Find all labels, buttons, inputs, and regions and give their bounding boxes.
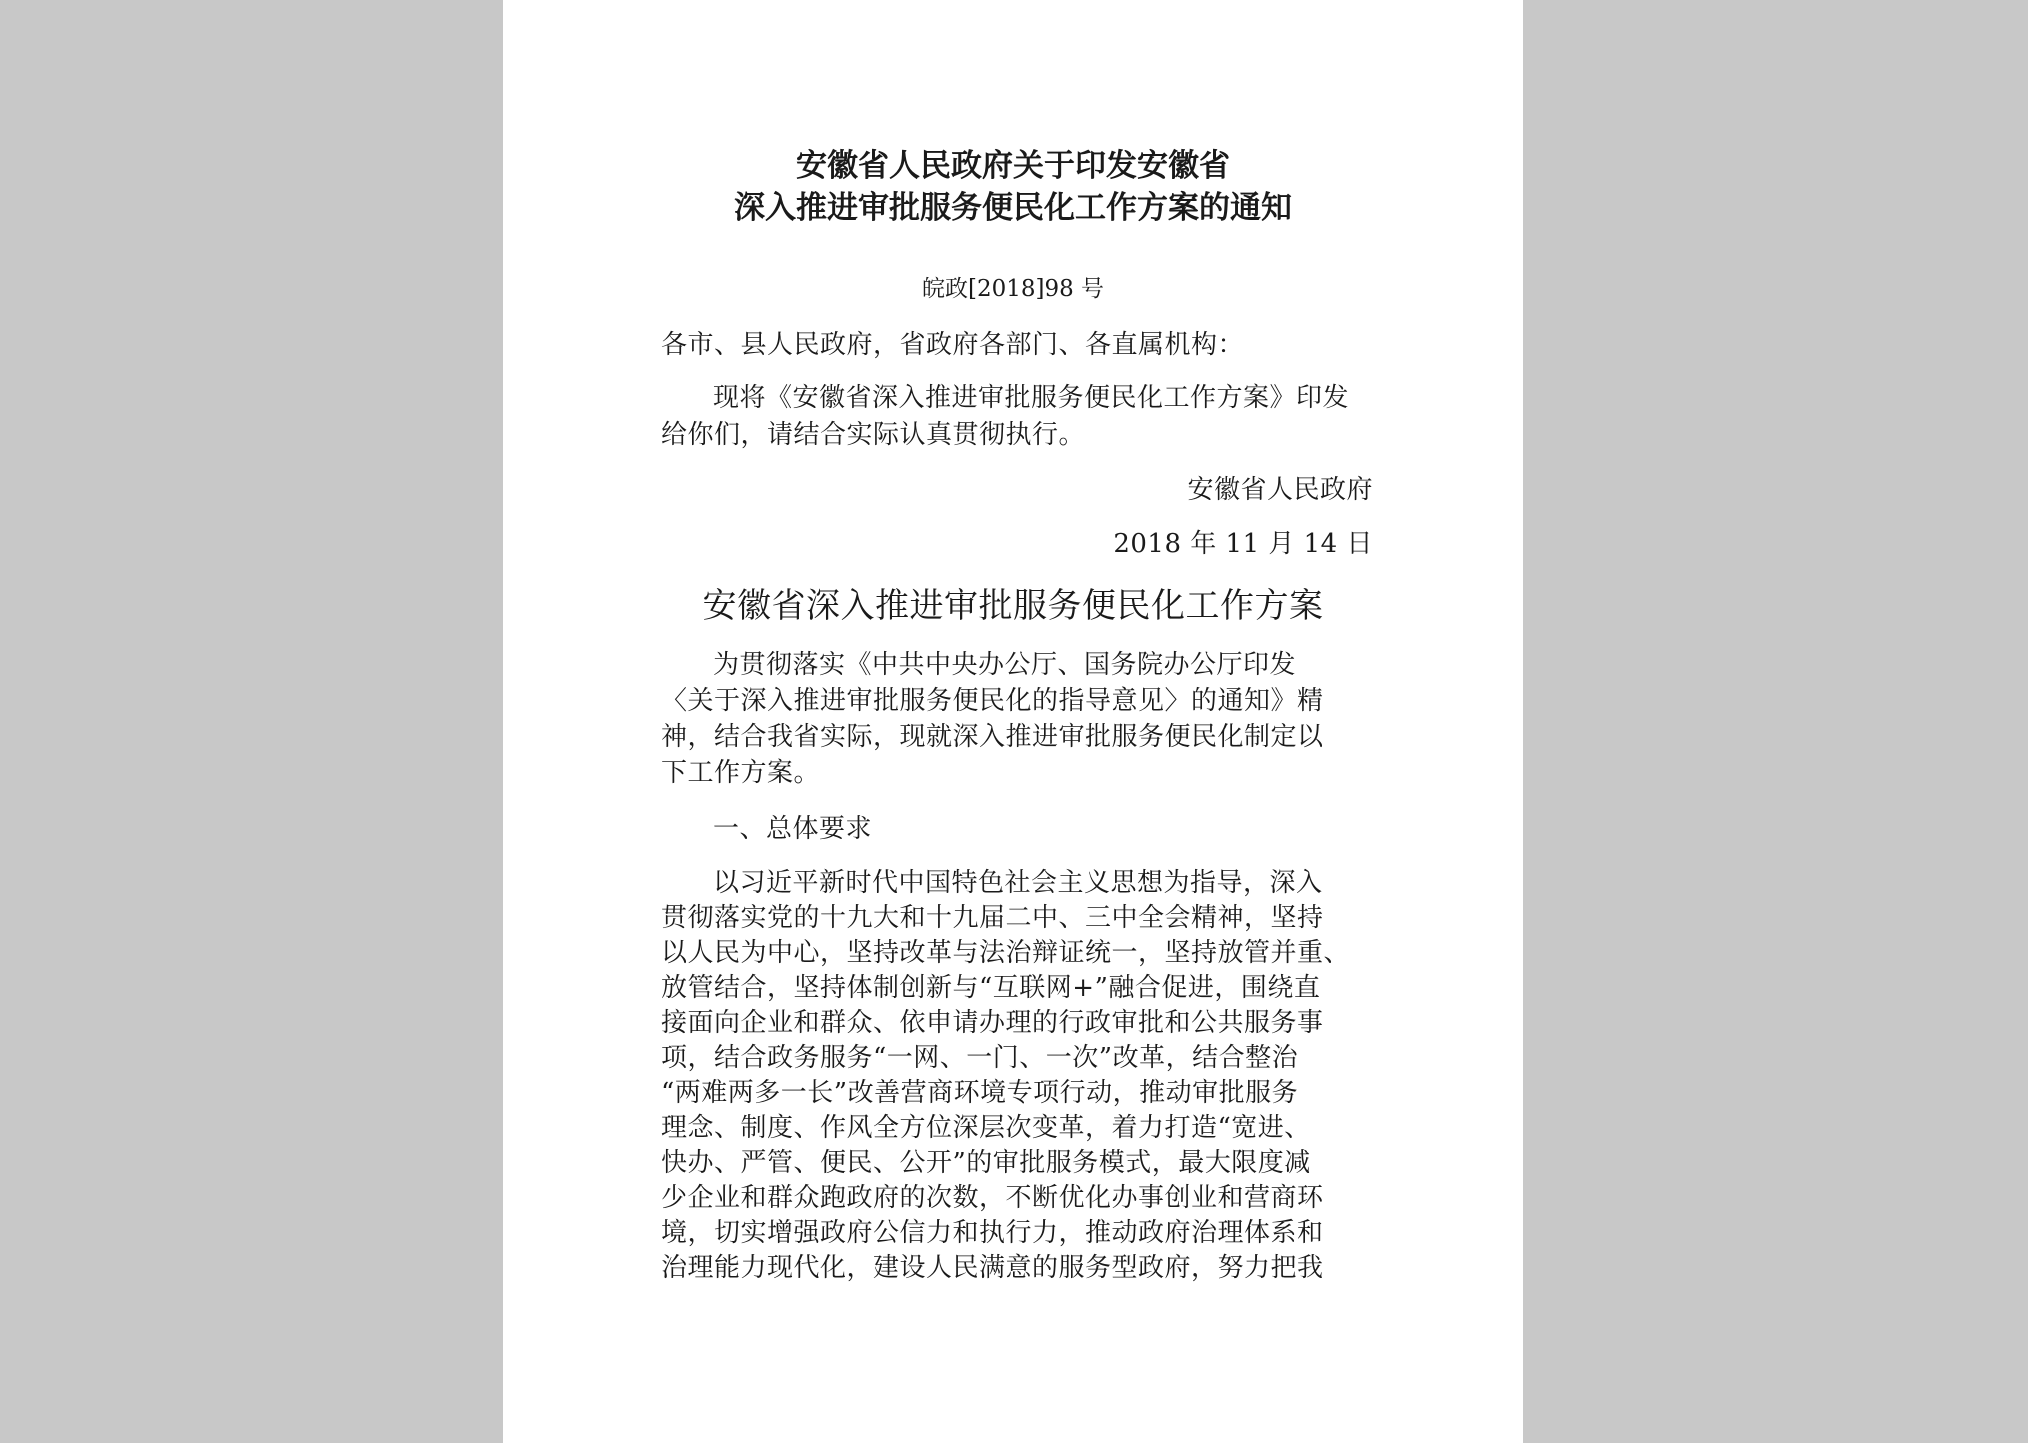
intro-line: 神，结合我省实际，现就深入推进审批服务便民化制定以 bbox=[661, 722, 1324, 752]
intro-line: 下工作方案。 bbox=[661, 758, 821, 788]
document-page bbox=[503, 0, 1523, 1443]
document-title-line-1: 安徽省人民政府关于印发安徽省 bbox=[796, 148, 1230, 184]
section-paragraph-line: 接面向企业和群众、依申请办理的行政审批和公共服务事 bbox=[661, 1008, 1324, 1038]
section-paragraph-line: 贯彻落实党的十九大和十九届二中、三中全会精神，坚持 bbox=[661, 903, 1324, 933]
section-paragraph-line: 以习近平新时代中国特色社会主义思想为指导，深入 bbox=[713, 868, 1323, 898]
section-paragraph-line: 少企业和群众跑政府的次数，不断优化办事创业和营商环 bbox=[661, 1183, 1324, 1213]
section-paragraph-line: 治理能力现代化，建设人民满意的服务型政府，努力把我 bbox=[661, 1253, 1324, 1283]
intro-line: 〈关于深入推进审批服务便民化的指导意见〉的通知》精 bbox=[661, 686, 1324, 716]
section-paragraph-line: 以人民为中心，坚持改革与法治辩证统一，坚持放管并重、 bbox=[661, 938, 1351, 968]
section-paragraph-line: 境，切实增强政府公信力和执行力，推动政府治理体系和 bbox=[661, 1218, 1324, 1248]
intro-line: 为贯彻落实《中共中央办公厅、国务院办公厅印发 bbox=[713, 650, 1297, 680]
section-paragraph-line: 项，结合政务服务“一网、一门、一次”改革，结合整治 bbox=[661, 1043, 1299, 1073]
issuer-signature: 安徽省人民政府 bbox=[1187, 475, 1373, 505]
section-paragraph-line: 放管结合，坚持体制创新与“互联网+”融合促进，围绕直 bbox=[661, 973, 1321, 1003]
notice-body-line: 现将《安徽省深入推进审批服务便民化工作方案》印发 bbox=[713, 383, 1350, 413]
issue-date: 2018 年 11 月 14 日 bbox=[1113, 529, 1373, 559]
document-number: 皖政[2018]98 号 bbox=[921, 276, 1105, 302]
notice-body-line: 给你们，请结合实际认真贯彻执行。 bbox=[661, 420, 1086, 450]
addressee: 各市、县人民政府，省政府各部门、各直属机构： bbox=[661, 330, 1245, 360]
scheme-title: 安徽省深入推进审批服务便民化工作方案 bbox=[702, 586, 1324, 626]
section-paragraph-line: “两难两多一长”改善营商环境专项行动，推动审批服务 bbox=[661, 1078, 1299, 1108]
section-paragraph-line: 理念、制度、作风全方位深层次变革，着力打造“宽进、 bbox=[661, 1113, 1311, 1143]
section-paragraph-line: 快办、严管、便民、公开”的审批服务模式，最大限度减 bbox=[661, 1148, 1311, 1178]
section-heading: 一、总体要求 bbox=[713, 814, 873, 844]
document-title-line-2: 深入推进审批服务便民化工作方案的通知 bbox=[734, 190, 1292, 226]
